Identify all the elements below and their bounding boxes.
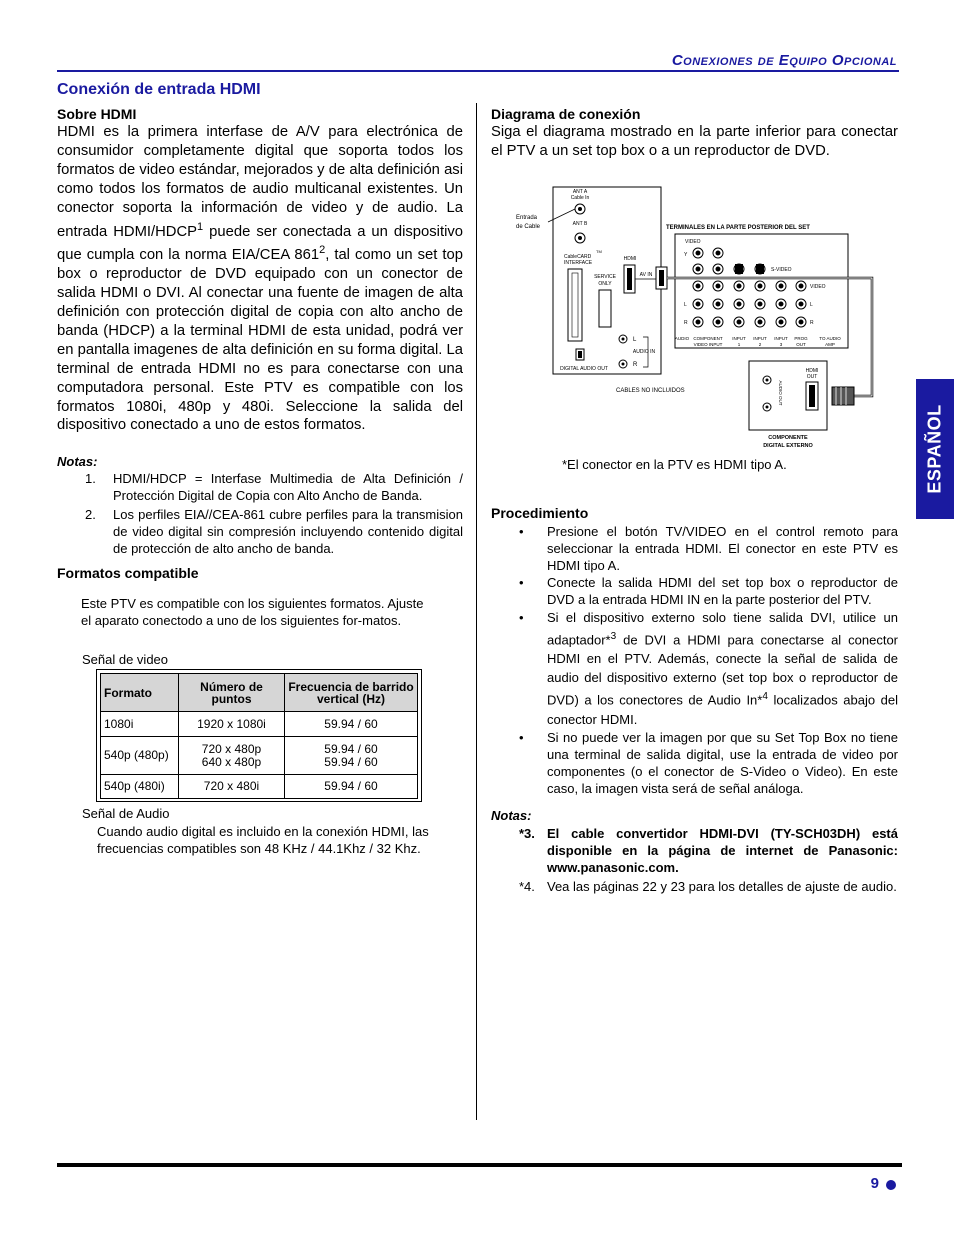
- s-video-label: S-VIDEO: [771, 267, 792, 273]
- audio-signal-label: Señal de Audio: [82, 806, 170, 821]
- svg-text:OUT: OUT: [806, 374, 818, 380]
- svg-text:R: R: [810, 320, 814, 326]
- list-item: • Presione el botón TV/VIDEO en el control remoto para seleccionar la entrada HDMI. El conector en este PTV es HDMI tipo A.: [519, 524, 898, 573]
- audio-in-label: AUDIO IN: [632, 349, 656, 355]
- table-row: 1080i 1920 x 1080i 59.94 / 60: [101, 712, 418, 737]
- cablecard-label: CableCARD: [564, 254, 592, 260]
- svg-text:AMP: AMP: [825, 342, 835, 347]
- video-signal-label: Señal de video: [82, 652, 169, 667]
- col-header: Formato: [101, 674, 179, 712]
- cablecard-slot: [568, 269, 582, 341]
- svg-text:AUDIO: AUDIO: [674, 336, 690, 341]
- y-label: Y: [684, 252, 688, 258]
- sobre-heading: Sobre HDMI: [57, 106, 137, 122]
- sobre-paragraph: HDMI es la primera interfase de A/V para electrónica de consumidor completamente digital que soporta todos los formatos de video estándar, mejorados y de alta definición asi como todos los formatos de audio multicanal existentes. Un conector soporta la información de video y de audio. La entrada HDMI/HDCP$^1$ puede ser conectada a un dispositivo que cumpla con la norma EIA/CEA $861^2$, tal como un set top box o reproductor de DVD equipado con un conector de salida HDMI o DVI. Al conectar una fuente de imagen de alta definición con protección digital de copia con alto ancho de banda (HDCP) a la terminal HDMI de esta unidad, podrá ver en pantalla imagenes de alta definición en su forma digital. La terminal de entrada HDMI no es para conectarse con una computadora personal. Este PTV es compatible con los formatos 1080i, 480p y 480i. Seleccione la salida del dispositivo conectado a uno de estos formatos.: [57, 124, 463, 434]
- note-item: 1. HDMI/HDCP = Interfase Multimedia de Alta Definición / Protección Digital de Copia con Alto Ancho de Banda.: [85, 471, 463, 503]
- col-header: Frecuencia de barrido vertical (Hz): [285, 674, 418, 712]
- section-header: Conexiones de Equipo Opcional: [671, 52, 897, 69]
- formatos-intro: Este PTV es compatible con los siguientes formatos. Ajuste el aparato conectodo a uno de los siguientes for-matos.: [81, 596, 424, 628]
- svg-text:HDMI: HDMI: [805, 368, 819, 374]
- formats-table-frame: [96, 669, 422, 802]
- svg-text:3: 3: [779, 342, 783, 347]
- list-item: • Conecte la salida HDMI del set top box o reproductor de DVD a la entrada HDMI IN en la parte posterior del PTV.: [519, 575, 898, 607]
- svg-text:COMPONENTE: COMPONENTE: [768, 435, 808, 441]
- de-cable-label: de Cable: [516, 224, 541, 230]
- cable-in-label: Cable In: [570, 195, 590, 201]
- connector-note: *El conector en la PTV es HDMI tipo A.: [562, 457, 787, 472]
- svg-text:VIDEO INPUT: VIDEO INPUT: [693, 342, 723, 347]
- diagram-intro: Siga el diagrama mostrado en la parte inferior para conectar el PTV a un set top box o a un reproductor de DVD.: [491, 124, 898, 159]
- hdmi-plug: [832, 387, 854, 405]
- only-label: ONLY: [598, 281, 612, 287]
- digital-audio-out-label: DIGITAL AUDIO OUT: [560, 366, 608, 372]
- video-out-label: VIDEO: [810, 284, 826, 290]
- svg-text:INPUT: INPUT: [774, 336, 788, 341]
- svg-text:COMPONENT: COMPONENT: [693, 336, 723, 341]
- table-row: 540p (480i) 720 x 480i 59.94 / 60: [101, 775, 418, 799]
- formats-table: [100, 673, 418, 799]
- ant-a-label: ANT A: [572, 189, 588, 195]
- svg-text:OUT: OUT: [796, 342, 806, 347]
- note-item: *3. El cable convertidor HDMI-DVI (TY-SCH03DH) está disponible en la página de internet de Panasonic: www.panasonic.com.: [519, 826, 898, 875]
- tm-label: TM: [596, 249, 602, 254]
- language-tab: ESPAÑOL: [916, 379, 954, 519]
- list-item: • Si el dispositivo externo solo tiene salida DVI, utilice un adaptador*$^3$ de DVI a HDMI para conectarse al conector HDMI en el PTV. Además, conecte la señal de salida de audio del dispositivo externo (set top box o reproductor de DVD) a los conectores de Audio In*$^4$ localizados abajo del conector HDMI.: [519, 610, 898, 727]
- service-label: SERVICE: [594, 274, 616, 280]
- list-item: • Si no puede ver la imagen por que su Set Top Box no tiene una terminal de salida digital, use la entrada de video por componentes (o el conector de S-Video o Video). En este caso, la imagen vista será de señal análoga.: [519, 729, 898, 796]
- av-in-label: AV IN: [639, 272, 653, 278]
- procedure-heading: Procedimiento: [491, 505, 589, 521]
- note-item: *4. Vea las páginas 22 y 23 para los detalles de ajuste de audio.: [519, 879, 897, 894]
- hdmi-in-label: HDMI: [623, 256, 637, 262]
- page-dot-icon: [886, 1180, 896, 1190]
- svg-text:2: 2: [758, 342, 762, 347]
- svg-text:INPUT: INPUT: [753, 336, 767, 341]
- page-title: Conexión de entrada HDMI: [57, 81, 261, 98]
- connection-diagram: [510, 183, 890, 453]
- col-header: Número de puntos: [179, 674, 285, 712]
- notes-label-right: Notas:: [491, 808, 532, 823]
- video-label: VIDEO: [685, 239, 701, 245]
- entrada-label: Entrada: [516, 215, 538, 221]
- ant-b-label: ANT B: [572, 221, 588, 227]
- svg-text:INPUT: INPUT: [732, 336, 746, 341]
- footer-rule: [57, 1163, 902, 1167]
- note-item: 2. Los perfiles EIA//CEA-861 cubre perfiles para la transmision de video digital sin compresión incluyendo contenido digital de protección de alto ancho de banda.: [85, 507, 463, 556]
- svg-text:DIGITAL EXTERNO: DIGITAL EXTERNO: [763, 443, 813, 449]
- notes-list: [57, 470, 463, 559]
- formatos-heading: Formatos compatible: [57, 565, 199, 581]
- audio-in-l: L: [633, 337, 637, 343]
- terminals-title: TERMINALES EN LA PARTE POSTERIOR DEL SET: [666, 225, 810, 231]
- header-rule: [57, 70, 899, 72]
- svg-text:R: R: [684, 320, 688, 326]
- notes-label: Notas:: [57, 454, 98, 469]
- svg-text:L: L: [810, 302, 813, 308]
- table-row: 540p (480p) 720 x 480p 640 x 480p 59.94 / 60 59.94 / 60: [101, 737, 418, 775]
- cables-label: CABLES NO INCLUIDOS: [616, 388, 685, 394]
- notes-list-right: [491, 825, 898, 897]
- column-divider: [476, 103, 477, 1120]
- svg-text:L: L: [684, 302, 687, 308]
- svg-text:AUDIO OUT: AUDIO OUT: [778, 380, 783, 406]
- procedure-list: [491, 523, 898, 797]
- audio-in-r: R: [633, 362, 638, 368]
- audio-signal-text: Cuando audio digital es incluido en la conexión HDMI, las frecuencias compatibles son 48 KHz / 44.1Khz / 32 Khz.: [97, 824, 429, 856]
- svg-text:TO AUDIO: TO AUDIO: [819, 336, 841, 341]
- page-number: 9: [870, 1175, 879, 1192]
- diagram-heading: Diagrama de conexión: [491, 106, 641, 122]
- svg-text:1: 1: [737, 342, 741, 347]
- svg-text:PROG: PROG: [794, 336, 808, 341]
- interface-label: INTERFACE: [564, 260, 593, 266]
